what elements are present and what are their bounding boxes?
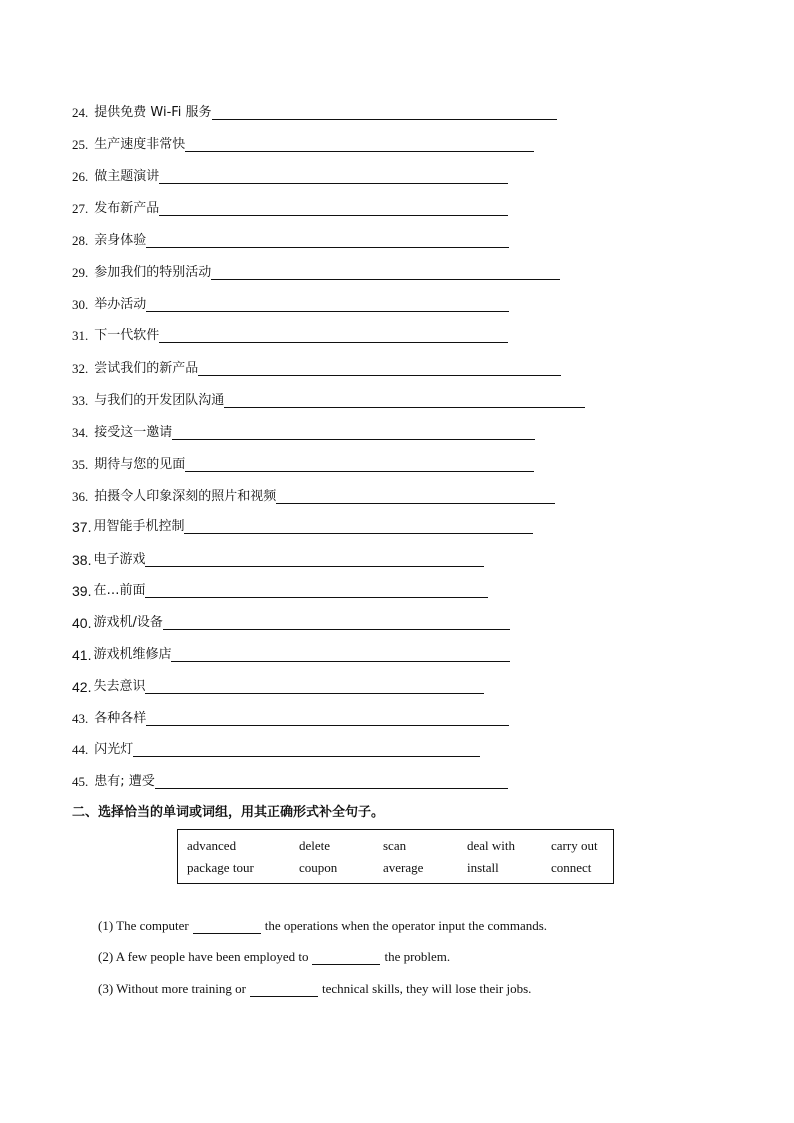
vocab-item-27: [72, 197, 508, 217]
sentence-before: (3) Without more training or: [98, 981, 246, 996]
item-number: 34.: [72, 425, 89, 440]
vocab-item-31: [72, 324, 508, 344]
word-bank-item: delete: [299, 838, 331, 853]
vocab-item-38: [72, 548, 484, 568]
item-prompt: 下一代软件: [94, 328, 160, 343]
answer-blank[interactable]: [171, 647, 510, 662]
answer-blank[interactable]: [145, 552, 484, 567]
sentence-before: (2) A few people have been employed to: [98, 949, 309, 964]
word-bank-box: [177, 829, 614, 884]
answer-blank[interactable]: [159, 328, 508, 343]
item-number: 33.: [72, 393, 89, 408]
item-number: 39.: [72, 583, 92, 599]
item-number: 43.: [72, 711, 89, 726]
item-prompt: 接受这一邀请: [94, 425, 173, 440]
item-number: 38.: [72, 552, 92, 568]
answer-blank[interactable]: [133, 742, 480, 757]
item-prompt: 患有; 遭受: [94, 774, 155, 789]
vocab-item-44: [72, 738, 480, 758]
vocab-item-37: [72, 515, 533, 535]
vocab-item-34: [72, 421, 535, 441]
answer-blank[interactable]: [159, 201, 508, 216]
vocab-item-32: [72, 357, 561, 377]
sentence-3: [98, 981, 531, 997]
answer-blank[interactable]: [159, 169, 508, 184]
item-number: 40.: [72, 615, 92, 631]
answer-blank[interactable]: [250, 983, 318, 997]
item-number: 27.: [72, 201, 89, 216]
answer-blank[interactable]: [193, 920, 261, 934]
item-number: 44.: [72, 742, 89, 757]
item-number: 45.: [72, 774, 89, 789]
answer-blank[interactable]: [146, 297, 509, 312]
vocab-item-30: [72, 293, 509, 313]
item-number: 29.: [72, 265, 89, 280]
item-prompt: 做主题演讲: [94, 169, 160, 184]
sentence-after: the problem.: [384, 949, 451, 964]
item-prompt: 拍摄令人印象深刻的照片和视频: [94, 489, 277, 504]
section-2-title: 二、选择恰当的单词或词组，用其正确形式补全句子。: [72, 805, 385, 820]
answer-blank[interactable]: [146, 233, 509, 248]
item-prompt: 参加我们的特别活动: [94, 265, 212, 280]
item-number: 37.: [72, 519, 92, 535]
item-prompt: 闪光灯: [94, 742, 134, 757]
answer-blank[interactable]: [185, 457, 534, 472]
vocab-item-35: [72, 453, 534, 473]
vocab-item-43: [72, 707, 509, 727]
answer-blank[interactable]: [146, 711, 509, 726]
item-prompt: 电子游戏: [93, 552, 146, 567]
item-number: 42.: [72, 679, 92, 695]
item-number: 32.: [72, 361, 89, 376]
word-bank-item: carry out: [551, 838, 598, 853]
answer-blank[interactable]: [224, 393, 585, 408]
vocab-item-45: [72, 770, 508, 790]
vocab-item-41: [72, 643, 510, 663]
answer-blank[interactable]: [155, 774, 508, 789]
answer-blank[interactable]: [185, 137, 534, 152]
item-prompt: 举办活动: [94, 297, 147, 312]
item-prompt: 在…前面: [93, 583, 146, 598]
vocab-item-39: [72, 579, 488, 599]
vocab-item-28: [72, 229, 509, 249]
word-bank-item: deal with: [467, 838, 516, 853]
item-prompt: 尝试我们的新产品: [94, 361, 199, 376]
word-bank-item: scan: [383, 838, 407, 853]
word-bank-item: coupon: [299, 860, 338, 875]
item-prompt: 各种各样: [94, 711, 147, 726]
answer-blank[interactable]: [145, 583, 488, 598]
item-number: 30.: [72, 297, 89, 312]
item-prompt: 游戏机/设备: [93, 615, 163, 630]
vocab-item-29: [72, 261, 560, 281]
item-prompt: 用智能手机控制: [93, 519, 185, 534]
item-number: 35.: [72, 457, 89, 472]
word-bank-item: connect: [551, 860, 592, 875]
answer-blank[interactable]: [211, 265, 560, 280]
answer-blank[interactable]: [312, 951, 380, 965]
item-prompt: 发布新产品: [94, 201, 160, 216]
vocab-item-25: [72, 133, 534, 153]
sentence-after: the operations when the operator input the commands.: [264, 918, 548, 933]
item-number: 41.: [72, 647, 92, 663]
answer-blank[interactable]: [172, 425, 535, 440]
item-number: 26.: [72, 169, 89, 184]
item-number: 28.: [72, 233, 89, 248]
item-number: 36.: [72, 489, 89, 504]
sentence-before: (1) The computer: [98, 918, 189, 933]
item-prompt: 与我们的开发团队沟通: [94, 393, 225, 408]
sentence-1: [98, 918, 547, 934]
word-bank-item: install: [467, 860, 499, 875]
item-prompt: 亲身体验: [94, 233, 147, 248]
vocab-item-24: [72, 101, 557, 121]
answer-blank[interactable]: [145, 679, 484, 694]
word-bank-item: package tour: [187, 860, 254, 875]
answer-blank[interactable]: [212, 105, 557, 120]
vocab-item-36: [72, 485, 555, 505]
sentence-2: [98, 949, 450, 965]
item-prompt: 提供免费 Wi-Fi 服务: [94, 105, 212, 120]
item-prompt: 期待与您的见面: [94, 457, 186, 472]
item-prompt: 失去意识: [93, 679, 146, 694]
word-bank-item: advanced: [187, 838, 237, 853]
vocab-item-26: [72, 165, 508, 185]
answer-blank[interactable]: [198, 361, 561, 376]
answer-blank[interactable]: [276, 489, 555, 504]
item-prompt: 生产速度非常快: [94, 137, 186, 152]
item-number: 31.: [72, 328, 89, 343]
word-bank-item: average: [383, 860, 424, 875]
vocab-item-40: [72, 611, 510, 631]
vocab-item-42: [72, 675, 484, 695]
answer-blank[interactable]: [163, 615, 510, 630]
item-number: 25.: [72, 137, 89, 152]
item-prompt: 游戏机维修店: [93, 647, 172, 662]
answer-blank[interactable]: [184, 519, 533, 534]
item-number: 24.: [72, 105, 89, 120]
vocab-item-33: [72, 389, 585, 409]
sentence-after: technical skills, they will lose their jobs.: [321, 981, 532, 996]
